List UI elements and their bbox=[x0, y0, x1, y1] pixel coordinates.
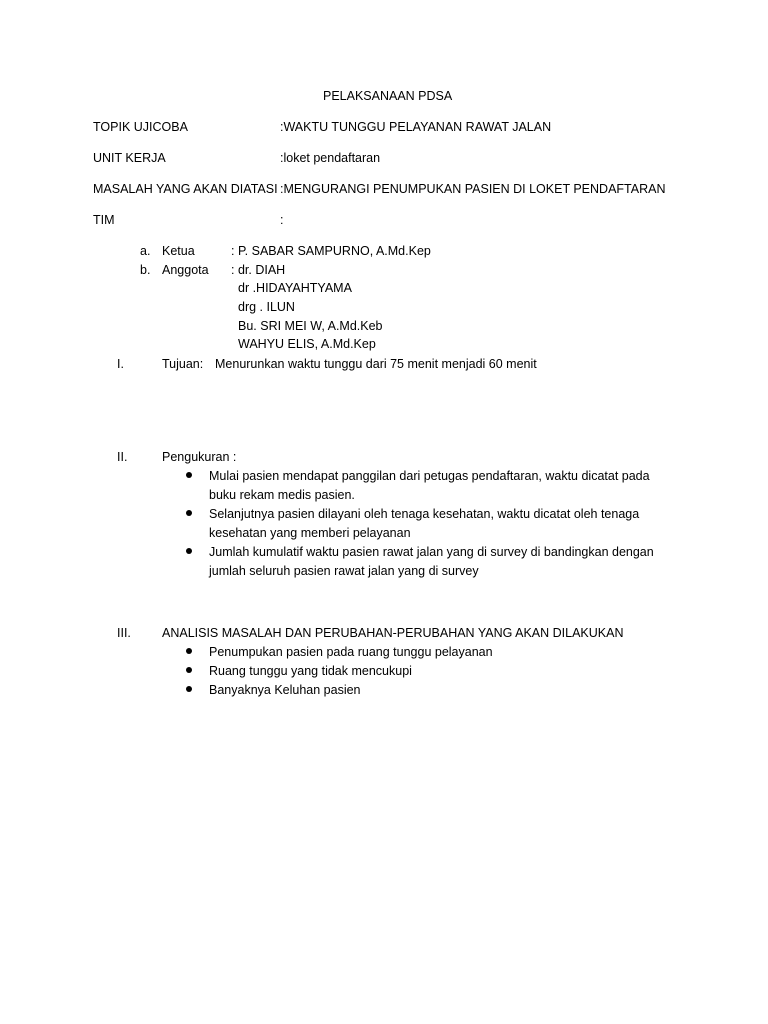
bullet-icon bbox=[186, 472, 192, 478]
pengukuran-bullet-line: jumlah seluruh pasien rawat jalan yang di survey bbox=[209, 564, 479, 578]
header-label-tim: TIM bbox=[93, 213, 115, 227]
header-value-masalah: :MENGURANGI PENUMPUKAN PASIEN DI LOKET PENDAFTARAN bbox=[280, 182, 666, 196]
bullet-icon bbox=[186, 686, 192, 692]
section-label-tujuan: Tujuan: bbox=[162, 357, 204, 371]
team-role-ketua: Ketua bbox=[162, 244, 195, 258]
header-label-topik: TOPIK UJICOBA bbox=[93, 120, 188, 134]
bullet-icon bbox=[186, 648, 192, 654]
bullet-icon bbox=[186, 548, 192, 554]
section-numeral-i: I. bbox=[117, 357, 124, 371]
header-value-topik: :WAKTU TUNGGU PELAYANAN RAWAT JALAN bbox=[280, 120, 552, 134]
team-member: WAHYU ELIS, A.Md.Kep bbox=[238, 337, 376, 351]
team-member-first: : dr. DIAH bbox=[231, 263, 286, 277]
header-label-unit: UNIT KERJA bbox=[93, 151, 166, 165]
team-member: drg . ILUN bbox=[238, 300, 295, 314]
team-member: Bu. SRI MEI W, A.Md.Keb bbox=[238, 319, 383, 333]
analisis-bullet: Ruang tunggu yang tidak mencukupi bbox=[209, 664, 412, 678]
analisis-bullet: Penumpukan pasien pada ruang tunggu pelayanan bbox=[209, 645, 493, 659]
header-value-tim: : bbox=[280, 213, 284, 227]
header-value-unit: :loket pendaftaran bbox=[280, 151, 381, 165]
pengukuran-bullet-line: Selanjutnya pasien dilayani oleh tenaga kesehatan, waktu dicatat oleh tenaga bbox=[209, 507, 640, 521]
section-numeral-iii: III. bbox=[117, 626, 131, 640]
team-role-anggota: Anggota bbox=[162, 263, 209, 277]
pengukuran-bullet-line: buku rekam medis pasien. bbox=[209, 488, 355, 502]
pengukuran-bullet-line: Jumlah kumulatif waktu pasien rawat jalan yang di survey di bandingkan dengan bbox=[209, 545, 654, 559]
team-name-ketua: : P. SABAR SAMPURNO, A.Md.Kep bbox=[231, 244, 431, 258]
section-numeral-ii: II. bbox=[117, 450, 128, 464]
team-marker-a: a. bbox=[140, 244, 151, 258]
section-text-tujuan: Menurunkan waktu tunggu dari 75 menit menjadi 60 menit bbox=[215, 357, 537, 371]
team-member: dr .HIDAYAHTYAMA bbox=[238, 281, 352, 295]
header-label-masalah: MASALAH YANG AKAN DIATASI bbox=[93, 182, 278, 196]
section-label-pengukuran: Pengukuran : bbox=[162, 450, 237, 464]
team-marker-b: b. bbox=[140, 263, 151, 277]
pengukuran-bullet-line: Mulai pasien mendapat panggilan dari petugas pendaftaran, waktu dicatat pada bbox=[209, 469, 650, 483]
document-title: PELAKSANAAN PDSA bbox=[323, 89, 453, 103]
pengukuran-bullet-line: kesehatan yang memberi pelayanan bbox=[209, 526, 411, 540]
bullet-icon bbox=[186, 510, 192, 516]
bullet-icon bbox=[186, 667, 192, 673]
analisis-bullet: Banyaknya Keluhan pasien bbox=[209, 683, 361, 697]
section-label-analisis: ANALISIS MASALAH DAN PERUBAHAN-PERUBAHAN YANG AKAN DILAKUKAN bbox=[162, 626, 624, 640]
